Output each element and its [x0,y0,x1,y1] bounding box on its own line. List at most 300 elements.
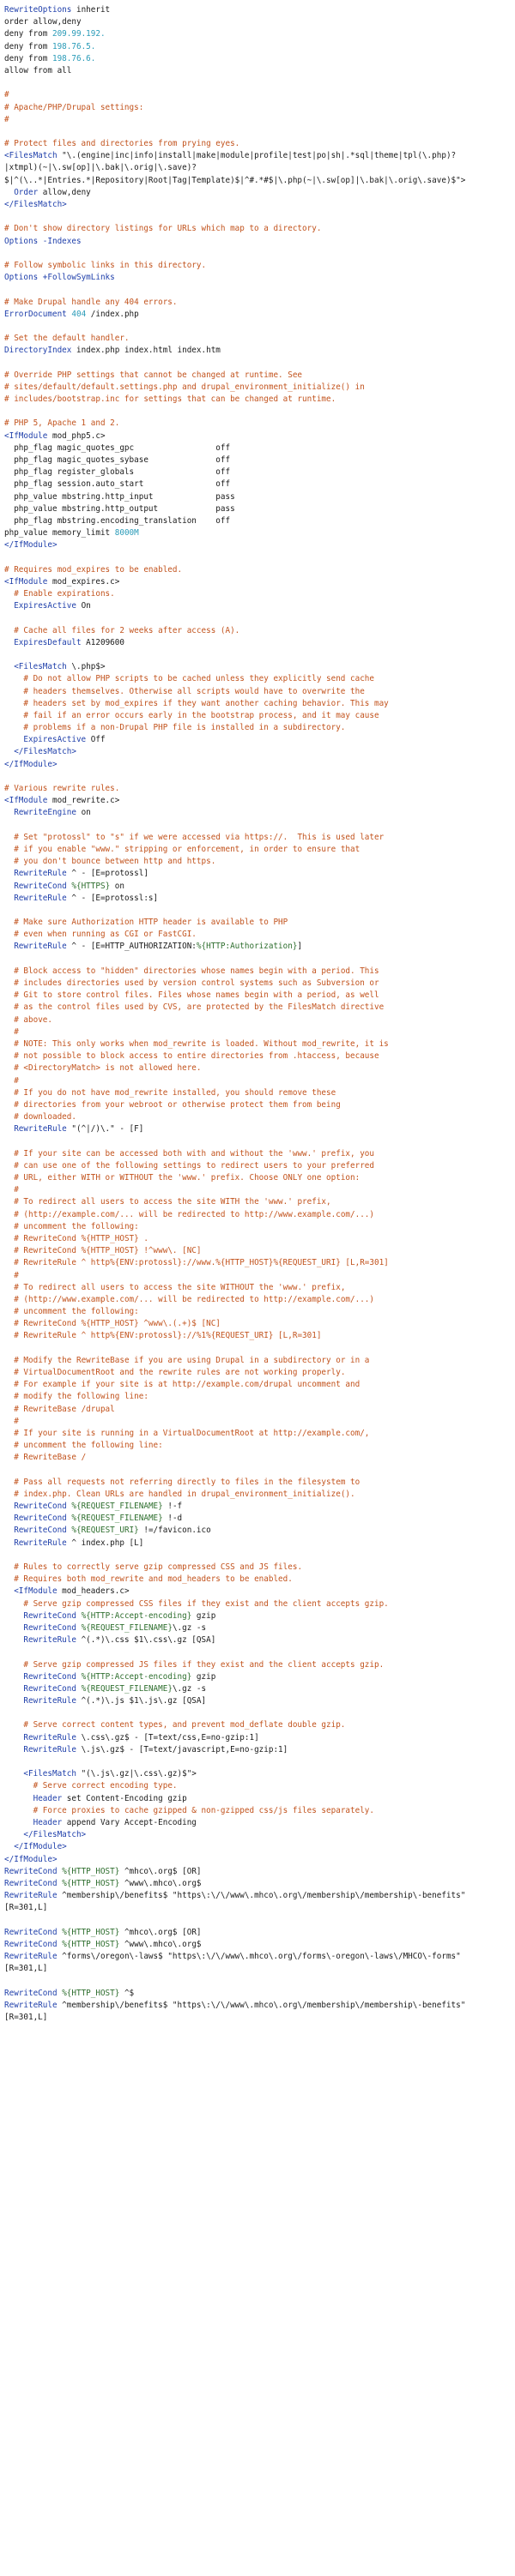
comment-text: # [14,1270,19,1280]
directive-keyword: ExpiresDefault [14,637,82,647]
code-line [4,1209,512,1221]
code-text: ^ index.php [L] [66,1538,144,1548]
code-line [4,138,512,150]
code-line [4,588,512,600]
code-text: on [110,881,124,891]
code-line [4,1550,512,1562]
comment-text: # To redirect all users to access the site WITHOUT the 'www.' prefix, [14,1282,346,1292]
code-line [4,418,512,430]
code-line [4,1975,512,1987]
code-line [4,856,512,868]
code-line [4,844,512,856]
code-text [4,857,14,866]
comment-text: # If you do not have mod_rewrite installed, you should remove these [14,1087,336,1098]
code-line [4,1184,512,1196]
code-text [4,188,14,197]
code-text [4,1173,14,1183]
comment-text: # VirtualDocumentRoot and the rewrite rules are not working properly. [14,1368,346,1377]
code-text: index.php index.html index.htm [71,346,221,356]
comment-text: # Force proxies to cache gzipped & non-gzipped css/js files separately. [33,1805,374,1815]
code-line [4,1135,512,1147]
code-text [4,1405,14,1414]
comment-text: # uncomment the following: [14,1307,139,1317]
code-text [4,699,23,708]
comment-text: # Protect files and directories from prying eyes. [4,139,240,149]
code-line [4,515,512,527]
comment-text: # Follow symbolic links in this directory. [4,260,207,270]
code-line [4,1671,512,1683]
server-variable: %{HTTP:Accept-encoding} [81,1671,192,1682]
code-line [4,710,512,722]
code-line [4,1598,512,1610]
code-text [4,723,23,732]
code-text: ^ - [E=protossl:s] [66,893,159,903]
directive-keyword: RewriteCond [4,1927,58,1937]
directive-keyword: RewriteRule [14,942,67,952]
code-text [4,1818,33,1827]
code-text: Off [86,735,106,745]
code-text [4,833,14,842]
code-line [4,576,512,588]
code-line [4,16,512,28]
code-line [4,1513,512,1525]
code-text: mod_php5.c> [47,430,106,441]
code-line [4,1756,512,1768]
comment-text: # sites/default/default.settings.php and drupal_environment_initialize() in [4,382,365,392]
code-line [4,1148,512,1160]
code-line [4,734,512,746]
code-text: \.gz -s [172,1622,207,1633]
code-text [4,882,14,891]
server-variable: %{HTTP_HOST} [62,1939,120,1949]
comment-text: # RewriteRule ^ http%{ENV:protossl}://%1%{REQUEST_URI} [L,R=301] [14,1331,322,1341]
directive-keyword: RewriteRule [23,1635,76,1646]
code-text: \.js\.gz$ - [T=text/javascript,E=no-gzip:1] [76,1744,288,1754]
code-line [4,1951,512,1963]
code-text: ^mhco\.org$ [OR] [119,1927,202,1937]
code-text: ^ - [E=protossl] [66,869,148,879]
code-text: ^membership\/benefits$ "https\:\/\/www\.mhco\.org\/membership\/membership\-benefits" [57,2000,466,2010]
code-text [4,1806,33,1815]
code-text [4,1392,14,1401]
code-text [4,1185,14,1195]
code-text [4,1088,14,1098]
directive-keyword: RewriteCond [4,1866,58,1876]
code-text [4,1733,23,1742]
code-line [4,1075,512,1087]
code-line [4,1428,512,1440]
code-text [4,1124,14,1134]
code-text: ^mhco\.org$ [OR] [119,1866,202,1876]
directive-keyword: RewriteCond [23,1671,76,1682]
code-text: php_flag session.auto_start off [4,479,231,490]
code-text [4,1538,14,1548]
code-text [4,1076,14,1086]
code-text [4,1234,14,1243]
code-line [4,1367,512,1379]
directive-keyword: RewriteRule [4,1891,58,1901]
directive-keyword: RewriteCond [23,1610,76,1621]
code-text: set Content-Encoding gzip [62,1793,187,1803]
code-line [4,370,512,382]
code-text: php_value mbstring.http_input pass [4,491,235,502]
code-text [4,687,23,696]
code-line [4,272,512,284]
code-line [4,333,512,345]
directive-keyword: RewriteRule [14,1538,67,1548]
code-line [4,1343,512,1355]
code-line [4,1465,512,1477]
comment-text: # as the control files used by CVS, are protected by the FilesMatch directive [14,1002,385,1013]
code-line [4,1477,512,1489]
comment-text: # RewriteCond %{HTTP_HOST} . [14,1233,148,1243]
comment-text: # Requires both mod_rewrite and mod_headers to be enabled. [14,1574,293,1585]
code-line [4,1282,512,1294]
code-line [4,1111,512,1123]
code-text [4,1015,14,1025]
code-line [4,1160,512,1172]
code-text [4,1623,23,1633]
comment-text: # Make Drupal handle any 404 errors. [4,297,178,307]
code-line [4,1050,512,1062]
code-text: mod_rewrite.c> [47,796,120,806]
code-text: php_value mbstring.http_output pass [4,503,235,514]
directive-keyword: RewriteCond [4,1988,58,1998]
code-text [4,626,14,635]
code-line [4,1416,512,1428]
comment-text: # above. [14,1014,52,1025]
code-line [4,1087,512,1099]
code-line [4,1890,512,1902]
server-variable: %{HTTP_HOST} [62,1988,120,1998]
directive-keyword: RewriteCond [23,1622,76,1633]
comment-text: # [14,1416,19,1426]
code-line [4,442,512,454]
code-line [4,65,512,77]
comment-text: # you don't bounce between http and https. [14,857,216,867]
directive-keyword: -Indexes [42,236,82,246]
code-line [4,223,512,235]
code-text [4,1478,14,1487]
code-text: !=/favicon.ico [138,1526,211,1536]
code-text [4,747,14,756]
code-text: "(\.js\.gz|\.css\.gz)$"> [76,1769,197,1779]
code-line [4,1854,512,1866]
code-line [4,1927,512,1939]
code-text [4,1453,14,1462]
directive-keyword: RewriteCond [4,1878,58,1888]
comment-text: # uncomment the following line: [14,1441,163,1451]
code-line [4,394,512,406]
code-line [4,527,512,539]
code-text [4,1830,23,1839]
code-text [4,966,14,976]
comment-text: # Various rewrite rules. [4,784,120,793]
directive-keyword: RewriteCond [23,1683,76,1694]
server-variable: %{HTTP:Accept-encoding} [81,1610,192,1621]
code-line [4,1391,512,1403]
code-text: !-d [162,1514,183,1524]
code-line [4,673,512,685]
code-line [4,1501,512,1513]
code-line [4,832,512,844]
code-line [4,1866,512,1878]
directive-keyword: ExpiresActive [23,735,87,745]
comment-text: # Requires mod_expires to be enabled. [4,564,183,575]
code-line [4,1780,512,1792]
code-line [4,1379,512,1391]
comment-text: # not possible to block access to entire directories from .htaccess, because [14,1051,379,1062]
comment-text: # Don't show directory listings for URLs which map to a directory. [4,224,322,234]
comment-text: # downloaded. [14,1112,76,1122]
code-text: order allow,deny [4,17,82,27]
code-line [4,1829,512,1841]
comment-text: # Serve correct encoding type. [33,1781,178,1791]
code-line [4,1196,512,1208]
code-text [4,1319,14,1328]
code-text: ] [297,942,303,952]
code-line [4,211,512,223]
directive-keyword: RewriteCond [14,1502,67,1512]
code-line [4,820,512,832]
code-line [4,795,512,807]
directive-keyword: RewriteCond [14,1514,67,1524]
code-text: [R=301,L] [4,2012,48,2022]
directive-keyword: RewriteCond [4,1939,58,1949]
code-text: "(^|/)\." - [F] [66,1124,144,1135]
code-text [4,1356,14,1365]
directive-keyword: <FilesMatch [14,662,67,672]
code-line [4,4,512,16]
code-line [4,1038,512,1050]
code-text [4,930,14,939]
code-line [4,807,512,819]
code-text [4,1210,14,1219]
code-text: ^membership\/benefits$ "https\:\/\/www\.mhco\.org\/membership\/membership\-benefits" [57,1891,466,1901]
code-line [4,1026,512,1038]
comment-text: # Override PHP settings that cannot be changed at runtime. See [4,370,303,380]
code-text [4,1842,14,1851]
comment-text: # Apache/PHP/Drupal settings: [4,102,144,112]
server-variable: %{REQUEST_FILENAME} [81,1622,173,1633]
code-text [4,589,14,599]
code-line [4,1805,512,1817]
comment-text: # RewriteBase /drupal [14,1404,115,1414]
directive-keyword: RewriteRule [14,1124,67,1135]
directive-keyword: </IfModule> [14,1842,67,1852]
code-line [4,1318,512,1330]
code-text [4,978,14,988]
code-line [4,406,512,418]
directive-keyword: Header [33,1817,63,1827]
comment-text: # To redirect all users to access the site WITH the 'www.' prefix, [14,1197,331,1207]
code-line [4,539,512,551]
directive-keyword: ExpiresActive [14,601,76,611]
code-line [4,1817,512,1829]
code-line [4,1841,512,1853]
code-text [4,1660,23,1670]
code-line [4,1646,512,1658]
code-line [4,1440,512,1452]
directive-keyword: <FilesMatch [4,151,58,161]
code-line [4,966,512,978]
comment-text: # if you enable "www." stripping or enforcement, in order to ensure that [14,844,360,854]
code-line [4,1172,512,1184]
code-text [4,1696,23,1706]
code-text [4,1635,23,1645]
code-text [4,918,14,927]
code-line [4,321,512,333]
code-line [4,881,512,893]
code-line [4,2012,512,2024]
code-line [4,2000,512,2012]
code-text [4,1063,14,1073]
code-line [4,478,512,491]
code-line [4,199,512,211]
code-line [4,1330,512,1342]
directive-keyword: RewriteRule [23,1732,76,1742]
comment-text: # [4,90,9,100]
code-text [4,1514,14,1523]
comment-text: # Modify the RewriteBase if you are using Drupal in a subdirectory or in a [14,1355,370,1365]
directive-keyword: </FilesMatch> [14,747,76,757]
code-text [4,1258,14,1267]
directive-keyword: <IfModule [4,430,48,441]
code-line [4,893,512,905]
code-line [4,1306,512,1318]
server-variable: %{HTTP_HOST} [62,1927,120,1937]
code-line [4,564,512,576]
code-text [4,1307,14,1316]
code-text: gzip [191,1610,216,1621]
numeric-value: 404 [71,309,87,319]
code-text: [R=301,L] [4,1964,48,1974]
comment-text: # If your site is running in a VirtualDocumentRoot at http://example.com/, [14,1428,370,1438]
code-text [4,674,23,683]
code-line [4,1793,512,1805]
code-text [4,1331,14,1340]
code-text: ^(.*)\.css $1\.css\.gz [QSA] [76,1635,216,1646]
code-text [4,990,14,1000]
comment-text: # fail if an error occurs early in the bootstrap process, and it may cause [23,710,379,720]
code-line [4,649,512,661]
code-line [4,1744,512,1756]
code-text: ^www\.mhco\.org$ [119,1878,202,1888]
code-text: php_flag magic_quotes_sybase off [4,454,231,465]
code-text [4,1271,14,1280]
comment-text: # uncomment the following: [14,1221,139,1231]
code-line [4,1683,512,1695]
directive-keyword: <FilesMatch [23,1769,76,1779]
code-line [4,491,512,503]
code-line [4,102,512,114]
comment-text: # (http://www.example.com/... will be redirected to http://example.com/...) [14,1294,374,1304]
directive-keyword: RewriteRule [23,1696,76,1706]
comment-text: # RewriteCond %{HTTP_HOST} !^www\. [NC] [14,1246,202,1256]
code-line [4,260,512,272]
directive-keyword: </IfModule> [4,540,58,551]
code-line [4,248,512,260]
numeric-value: 198.76.6. [52,53,96,63]
comment-text: # <DirectoryMatch> is not allowed here. [14,1063,202,1074]
code-line [4,187,512,199]
server-variable: %{REQUEST_FILENAME} [71,1514,163,1524]
server-variable: %{HTTP_HOST} [62,1866,120,1876]
comment-text: # [14,1075,19,1086]
code-line [4,954,512,966]
code-text: append Vary Accept-Encoding [62,1817,197,1827]
code-line [4,345,512,357]
code-line [4,978,512,990]
code-text: |xtmpl)(~|\.sw[op]|\.bak|\.orig|\.save)? [4,163,197,173]
numeric-value: 8000M [114,528,139,539]
code-text: On [76,601,91,611]
comment-text: # RewriteCond %{HTTP_HOST} ^www\.(.+)$ [NC] [14,1319,221,1329]
directive-keyword: RewriteRule [4,2000,58,2010]
code-line [4,941,512,953]
code-line [4,1719,512,1731]
directive-keyword: <IfModule [4,796,48,806]
code-line [4,771,512,783]
code-text [4,869,14,878]
code-line [4,783,512,795]
code-text: php_flag register_globals off [4,467,231,478]
directive-keyword: </IfModule> [4,1854,58,1864]
code-line [4,759,512,771]
code-line [4,1914,512,1926]
comment-text: # PHP 5, Apache 1 and 2. [4,418,120,429]
code-line [4,1270,512,1282]
code-text [4,1222,14,1231]
code-text [4,1112,14,1122]
directive-keyword: Header [33,1793,63,1803]
code-text [4,1599,23,1609]
code-text [4,942,14,951]
code-line [4,625,512,637]
server-variable: %{HTTPS} [71,881,111,891]
code-text [4,1502,14,1511]
code-line [4,722,512,734]
code-line [4,175,512,187]
comment-text: # (http://example.com/... will be redirected to http://www.example.com/...) [14,1209,374,1219]
code-line [4,1963,512,1975]
directive-keyword: </FilesMatch> [4,200,67,209]
code-text: !-f [162,1502,183,1512]
comment-text: # includes/bootstrap.inc for settings that can be changed at runtime. [4,394,336,404]
directive-keyword: </IfModule> [4,759,58,769]
comment-text: # even when running as CGI or FastCGI. [14,930,197,940]
comment-text: # [4,114,9,124]
comment-text: # problems if a non-Drupal PHP file is installed in a subdirectory. [23,723,346,733]
code-line [4,1014,512,1026]
code-text [4,711,23,720]
code-line [4,309,512,321]
code-line [4,1452,512,1464]
code-text [4,1574,14,1584]
code-text [4,1051,14,1061]
code-text: "\.(engine|inc|info|install|make|module|profile|test|po|sh|.*sql|theme|tpl(\.php)? [57,151,457,161]
server-variable: %{HTTP_HOST} [62,1878,120,1888]
code-line [4,1622,512,1634]
code-text: inherit [71,5,111,15]
comment-text: # NOTE: This only works when mod_rewrite is loaded. Without mod_rewrite, it is [14,1038,389,1049]
code-text: [R=301,L] [4,1903,48,1913]
code-text [4,1720,23,1730]
code-text: $|^(\..*|Entries.*|Repository|Root|Tag|Template)$|^#.*#$|\.php(~|\.sw[op]|\.bak|\.orig\.save)$"> [4,175,466,185]
code-text: allow from all [4,65,72,75]
code-line [4,1586,512,1598]
comment-text: # modify the following line: [14,1392,148,1402]
